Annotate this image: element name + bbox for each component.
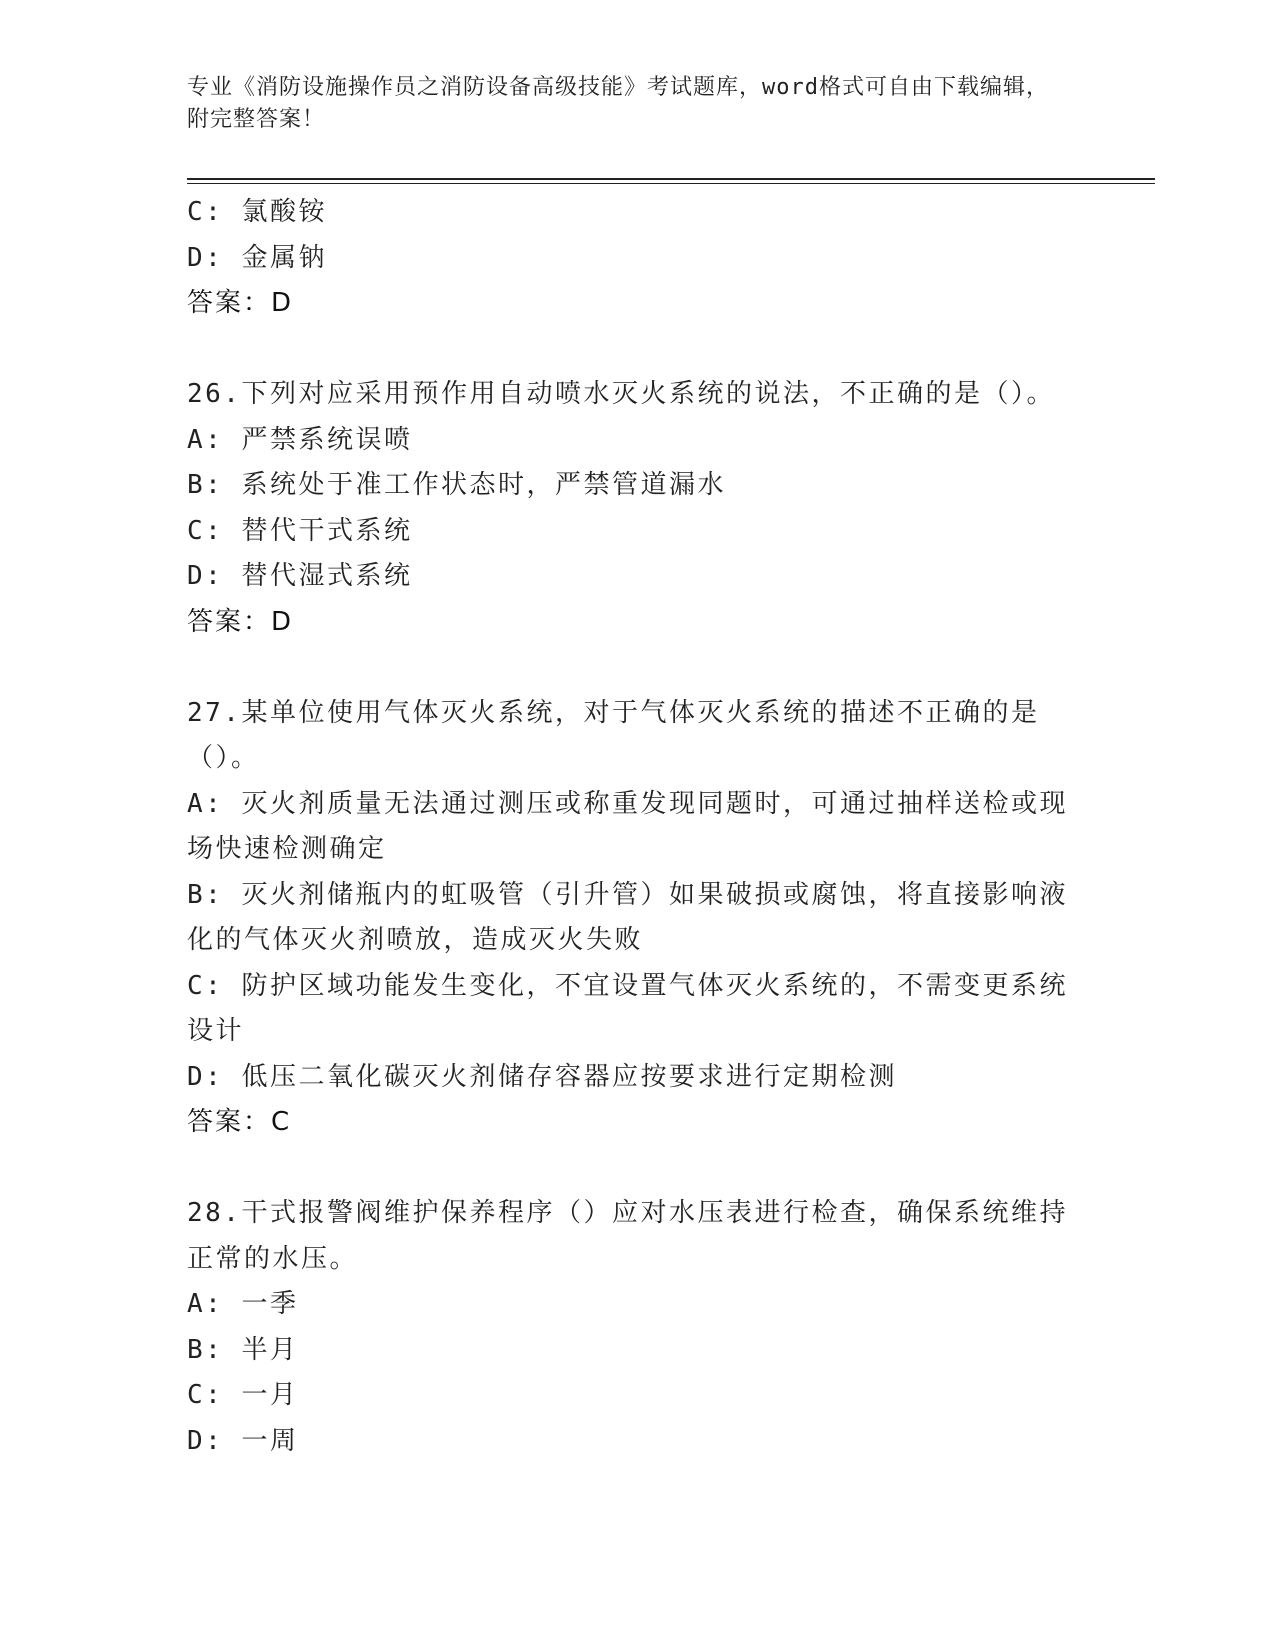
option-a: A: 严禁系统误喷 [187,424,413,455]
option-c: C: 氯酸铵 [187,197,327,227]
header-divider [187,178,1155,180]
option-c: C: 替代干式系统 [187,515,413,546]
header-divider-thin [187,183,1155,184]
question-27 [187,691,1077,1146]
option-a: A: 一季 [187,1289,299,1319]
option-b: B: 系统处于准工作状态时，严禁管道漏水 [187,470,726,500]
option-d: D: 替代湿式系统 [187,561,413,591]
question-stem: 28.干式报警阀维护保养程序（）应对水压表进行检查，确保系统维持正常的水压。 [187,1198,1068,1274]
question-stem: 27.某单位使用气体灭火系统，对于气体灭火系统的描述不正确的是（）。 [187,697,1040,773]
option-b: B: 灭火剂储瓶内的虹吸管（引升管）如果破损或腐蚀，将直接影响液化的气体灭火剂喷放，造成灭火失败 [187,879,1068,955]
spacer [187,645,1077,691]
option-b: B: 半月 [187,1334,299,1365]
option-d: D: 金属钠 [187,242,327,273]
option-d: D: 低压二氧化碳灭火剂储存容器应按要求进行定期检测 [187,1061,897,1092]
header-note: 专业《消防设施操作员之消防设备高级技能》考试题库，word格式可自由下载编辑，附完整答案！ [187,75,1049,132]
option-c: C: 防护区域功能发生变化，不宜设置气体灭火系统的，不需变更系统设计 [187,970,1068,1046]
question-stem: 26.下列对应采用预作用自动喷水灭火系统的说法，不正确的是（）。 [187,379,1055,409]
spacer [187,1146,1077,1192]
option-a: A: 灭火剂质量无法通过测压或称重发现同题时，可通过抽样送检或现场快速检测确定 [187,788,1068,864]
answer-label: 答案：D [187,606,294,637]
answer-label: 答案：C [187,1107,292,1137]
question-list [187,190,1077,1464]
question-26 [187,372,1077,645]
spacer [187,327,1077,373]
option-c: C: 一月 [187,1380,299,1410]
answer-label: 答案：D [187,288,294,318]
question-28 [187,1191,1077,1464]
option-d: D: 一周 [187,1425,299,1456]
partial-question [187,190,1077,327]
